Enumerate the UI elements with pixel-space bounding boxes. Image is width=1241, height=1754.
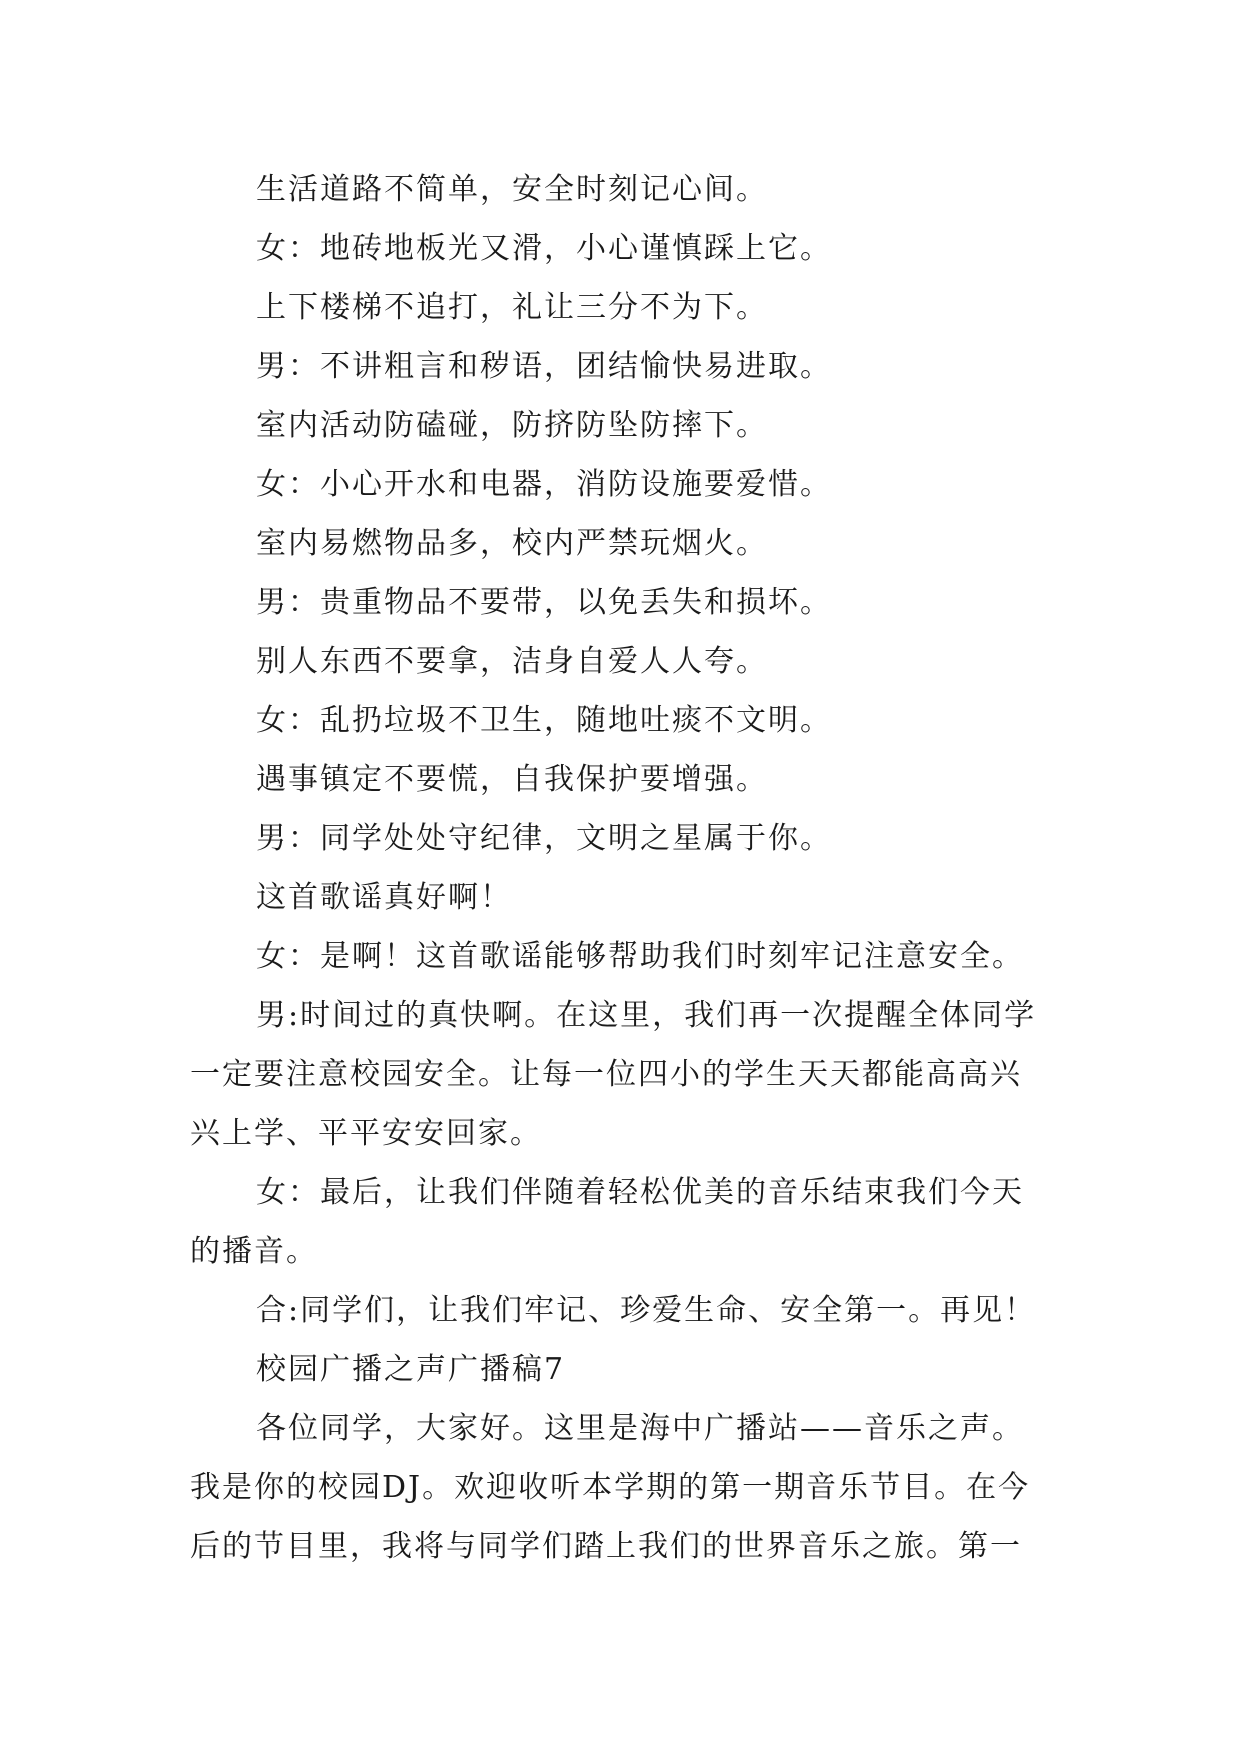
paragraph-9: 别人东西不要拿，洁身自爱人人夸。 [256, 644, 768, 679]
paragraph-5: 室内活动防磕碰，防挤防坠防摔下。 [256, 408, 768, 443]
paragraph-10: 女：乱扔垃圾不卫生，随地吐痰不文明。 [256, 703, 832, 738]
paragraph-19: 各位同学，大家好。这里是海中广播站——音乐之声。我是你的校园DJ。欢迎收听本学期的第一期音乐节目。在今后的节目里，我将与同学们踏上我们的世界音乐之旅。第一 [190, 1411, 1031, 1564]
paragraph-1: 生活道路不简单，安全时刻记心间。 [256, 172, 768, 207]
paragraph-15: 男:时间过的真快啊。在这里，我们再一次提醒全体同学一定要注意校园安全。让每一位四小的学生天天都能高高兴兴上学、平平安安回家。 [190, 998, 1037, 1151]
paragraph-16: 女：最后，让我们伴随着轻松优美的音乐结束我们今天的播音。 [190, 1175, 1024, 1269]
paragraph-4: 男：不讲粗言和秽语，团结愉快易进取。 [256, 349, 832, 384]
paragraph-3: 上下楼梯不追打，礼让三分不为下。 [256, 290, 768, 325]
section-heading: 校园广播之声广播稿7 [256, 1352, 566, 1387]
paragraph-17: 合:同学们，让我们牢记、珍爱生命、安全第一。再见！ [256, 1293, 1037, 1328]
paragraph-12: 男：同学处处守纪律，文明之星属于你。 [256, 821, 832, 856]
paragraph-7: 室内易燃物品多，校内严禁玩烟火。 [256, 526, 768, 561]
paragraph-6: 女：小心开水和电器，消防设施要爱惜。 [256, 467, 832, 502]
paragraph-2: 女：地砖地板光又滑，小心谨慎踩上它。 [256, 231, 832, 266]
paragraph-13: 这首歌谣真好啊！ [256, 880, 512, 915]
paragraph-8: 男：贵重物品不要带，以免丢失和损坏。 [256, 585, 832, 620]
paragraph-11: 遇事镇定不要慌，自我保护要增强。 [256, 762, 768, 797]
document-body [190, 160, 1050, 1576]
paragraph-14: 女：是啊！这首歌谣能够帮助我们时刻牢记注意安全。 [256, 939, 1024, 974]
